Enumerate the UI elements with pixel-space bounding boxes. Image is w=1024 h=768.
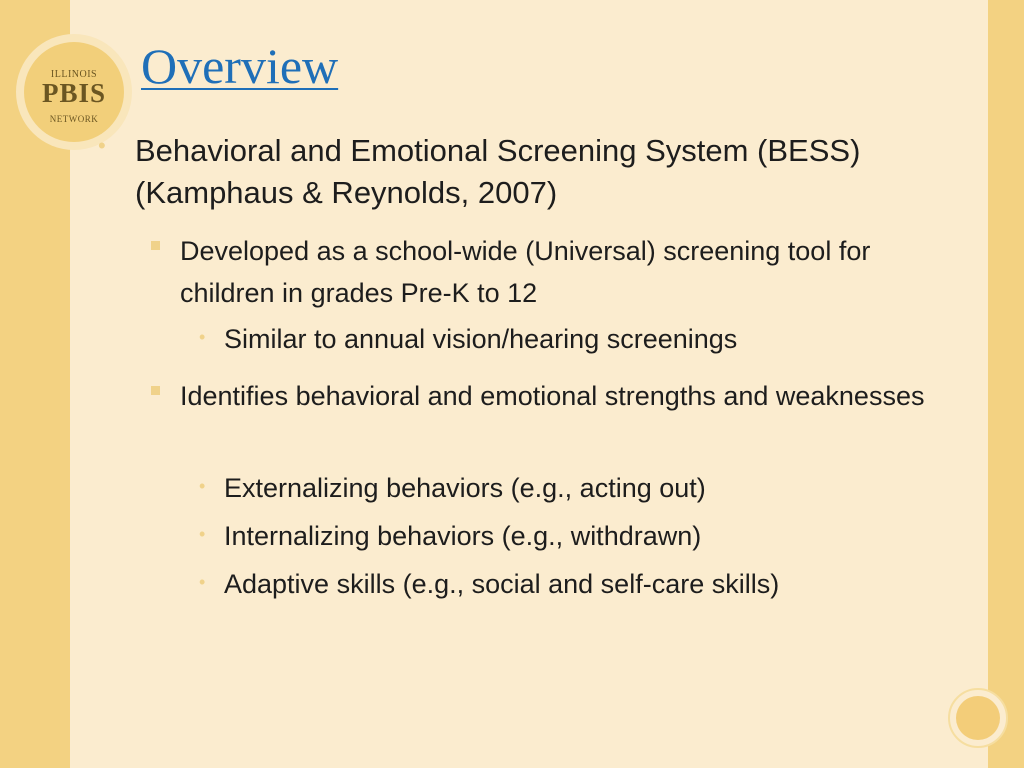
- bullet-level2: Identifies behavioral and emotional strengths and weaknesses: [180, 381, 925, 411]
- logo-bottom-text: NETWORK: [49, 114, 99, 124]
- level3-bullet-icon: •: [199, 476, 206, 496]
- level3-bullet-icon: •: [199, 524, 206, 544]
- bullet-level3: Internalizing behaviors (e.g., withdrawn): [224, 521, 702, 551]
- bullet-level1: Behavioral and Emotional Screening System (BESS) (Kamphaus & Reynolds, 2007): [135, 133, 861, 210]
- decorative-circle-icon: [948, 688, 1008, 748]
- level3-bullet-icon: •: [199, 327, 206, 347]
- logo-top-text: ILLINOIS: [50, 69, 98, 80]
- slide-title[interactable]: Overview: [141, 38, 339, 94]
- bullet-level2: Developed as a school-wide (Universal) screening tool for children in grades Pre-K to 12: [180, 236, 871, 308]
- decorative-circle-inner: [956, 696, 1000, 740]
- level2-bullet-icon: [151, 386, 160, 395]
- bullet-level3: Externalizing behaviors (e.g., acting out): [224, 473, 706, 503]
- logo-mid-text: PBIS: [41, 78, 107, 108]
- bullet-level3: Similar to annual vision/hearing screenings: [224, 324, 738, 354]
- level1-bullet-icon: •: [98, 133, 106, 158]
- bullet-level3: Adaptive skills (e.g., social and self-care skills): [224, 569, 780, 599]
- level3-bullet-icon: •: [199, 572, 206, 592]
- level2-bullet-icon: [151, 241, 160, 250]
